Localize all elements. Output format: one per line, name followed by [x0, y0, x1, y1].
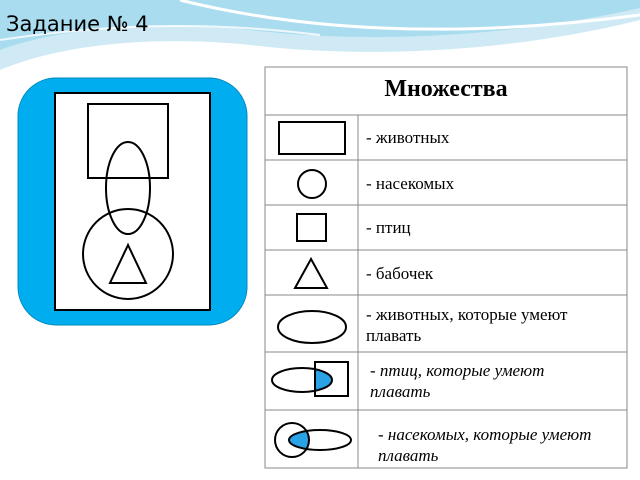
legend-ellipse-icon	[278, 311, 346, 343]
legend-label-insects: - насекомых	[366, 174, 455, 193]
legend-label-animals: - животных	[366, 128, 450, 147]
legend-triangle-icon	[295, 259, 327, 288]
slide-title: Задание № 4	[6, 12, 149, 36]
legend-label-swimming-insects: - насекомых, которые умеют плавать	[378, 425, 592, 465]
legend-rectangle-icon	[279, 122, 345, 154]
legend-label-swimming-birds: - птиц, которые умеют плавать	[370, 361, 545, 401]
diagram-frame	[55, 93, 210, 310]
legend-label-swimming-animals: - животных, которые умеют плавать	[366, 305, 568, 345]
legend-circle-icon	[298, 170, 326, 198]
legend-circle-ellipse-icon	[275, 423, 351, 457]
legend-label-butterflies: - бабочек	[366, 264, 434, 283]
legend-ellipse-square-icon	[272, 362, 348, 396]
legend-title: Множества	[384, 76, 508, 102]
legend-label-birds: - птиц	[366, 218, 411, 237]
legend-square-icon	[297, 214, 326, 241]
